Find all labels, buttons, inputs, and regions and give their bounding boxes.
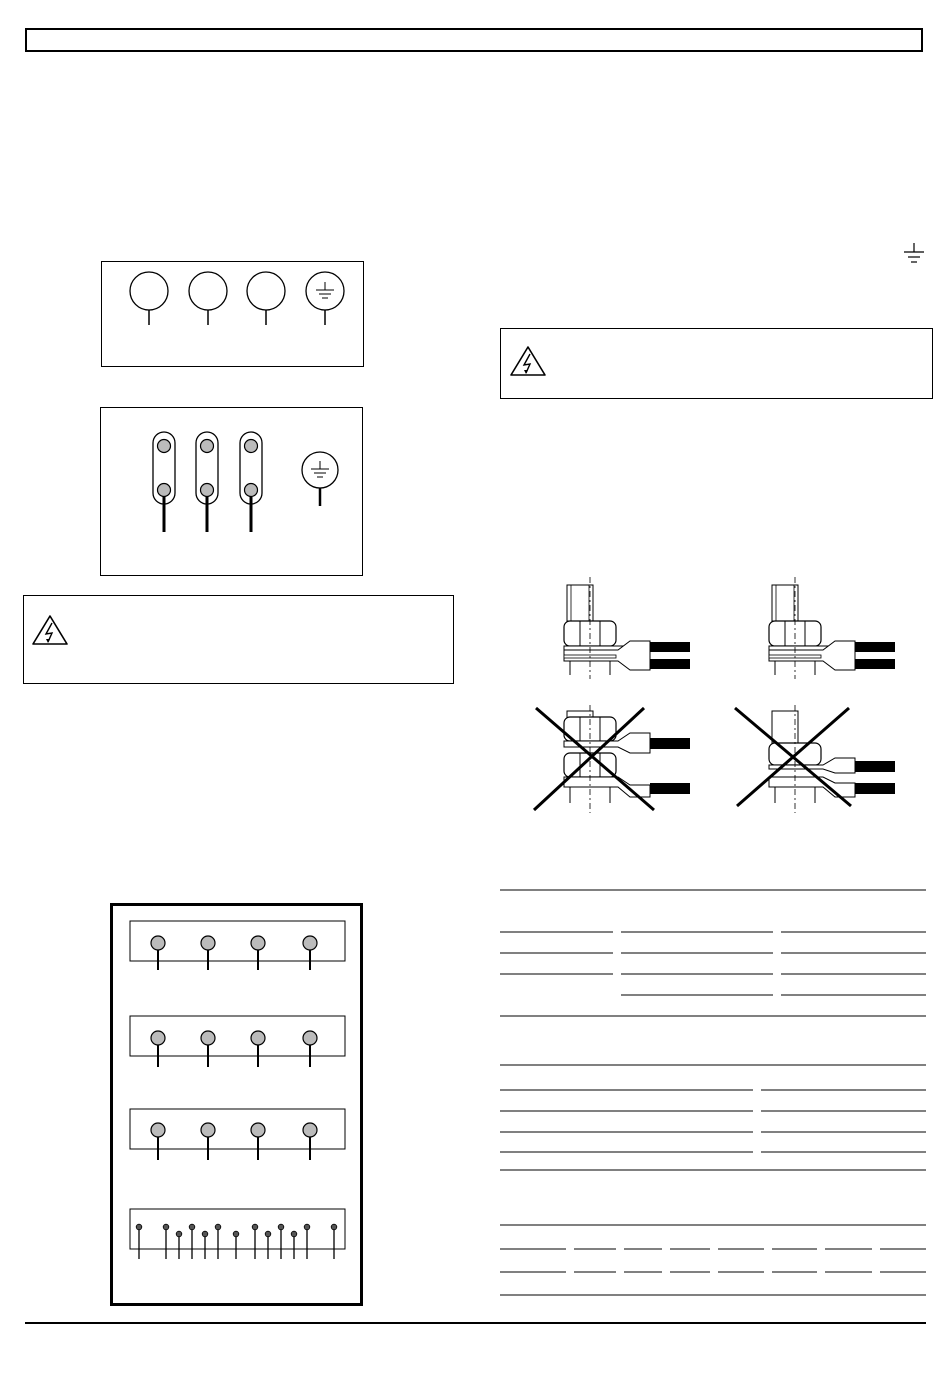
- lug-incorrect-washer: [735, 705, 895, 813]
- warning-lightning-icon: [31, 613, 71, 647]
- table-2: [500, 1064, 928, 1174]
- warning-box-left: [23, 595, 454, 684]
- page-header-bar: [25, 28, 923, 52]
- bridged-terminal-figure: [100, 407, 363, 576]
- table-3: [500, 1224, 928, 1299]
- warning-lightning-icon: [509, 344, 549, 378]
- warning-box-right: [500, 328, 933, 399]
- earth-icon: [900, 243, 930, 267]
- footer-rule: [25, 1322, 926, 1324]
- lug-correct-single: [564, 577, 690, 679]
- lug-incorrect-separated: [534, 705, 690, 813]
- cable-lug-mounting-figure: [520, 575, 910, 820]
- busbar-panel-figure: [110, 903, 363, 1306]
- lug-correct-stacked: [769, 577, 895, 679]
- terminal-block-figure: [101, 261, 364, 367]
- table-1: [500, 889, 928, 1019]
